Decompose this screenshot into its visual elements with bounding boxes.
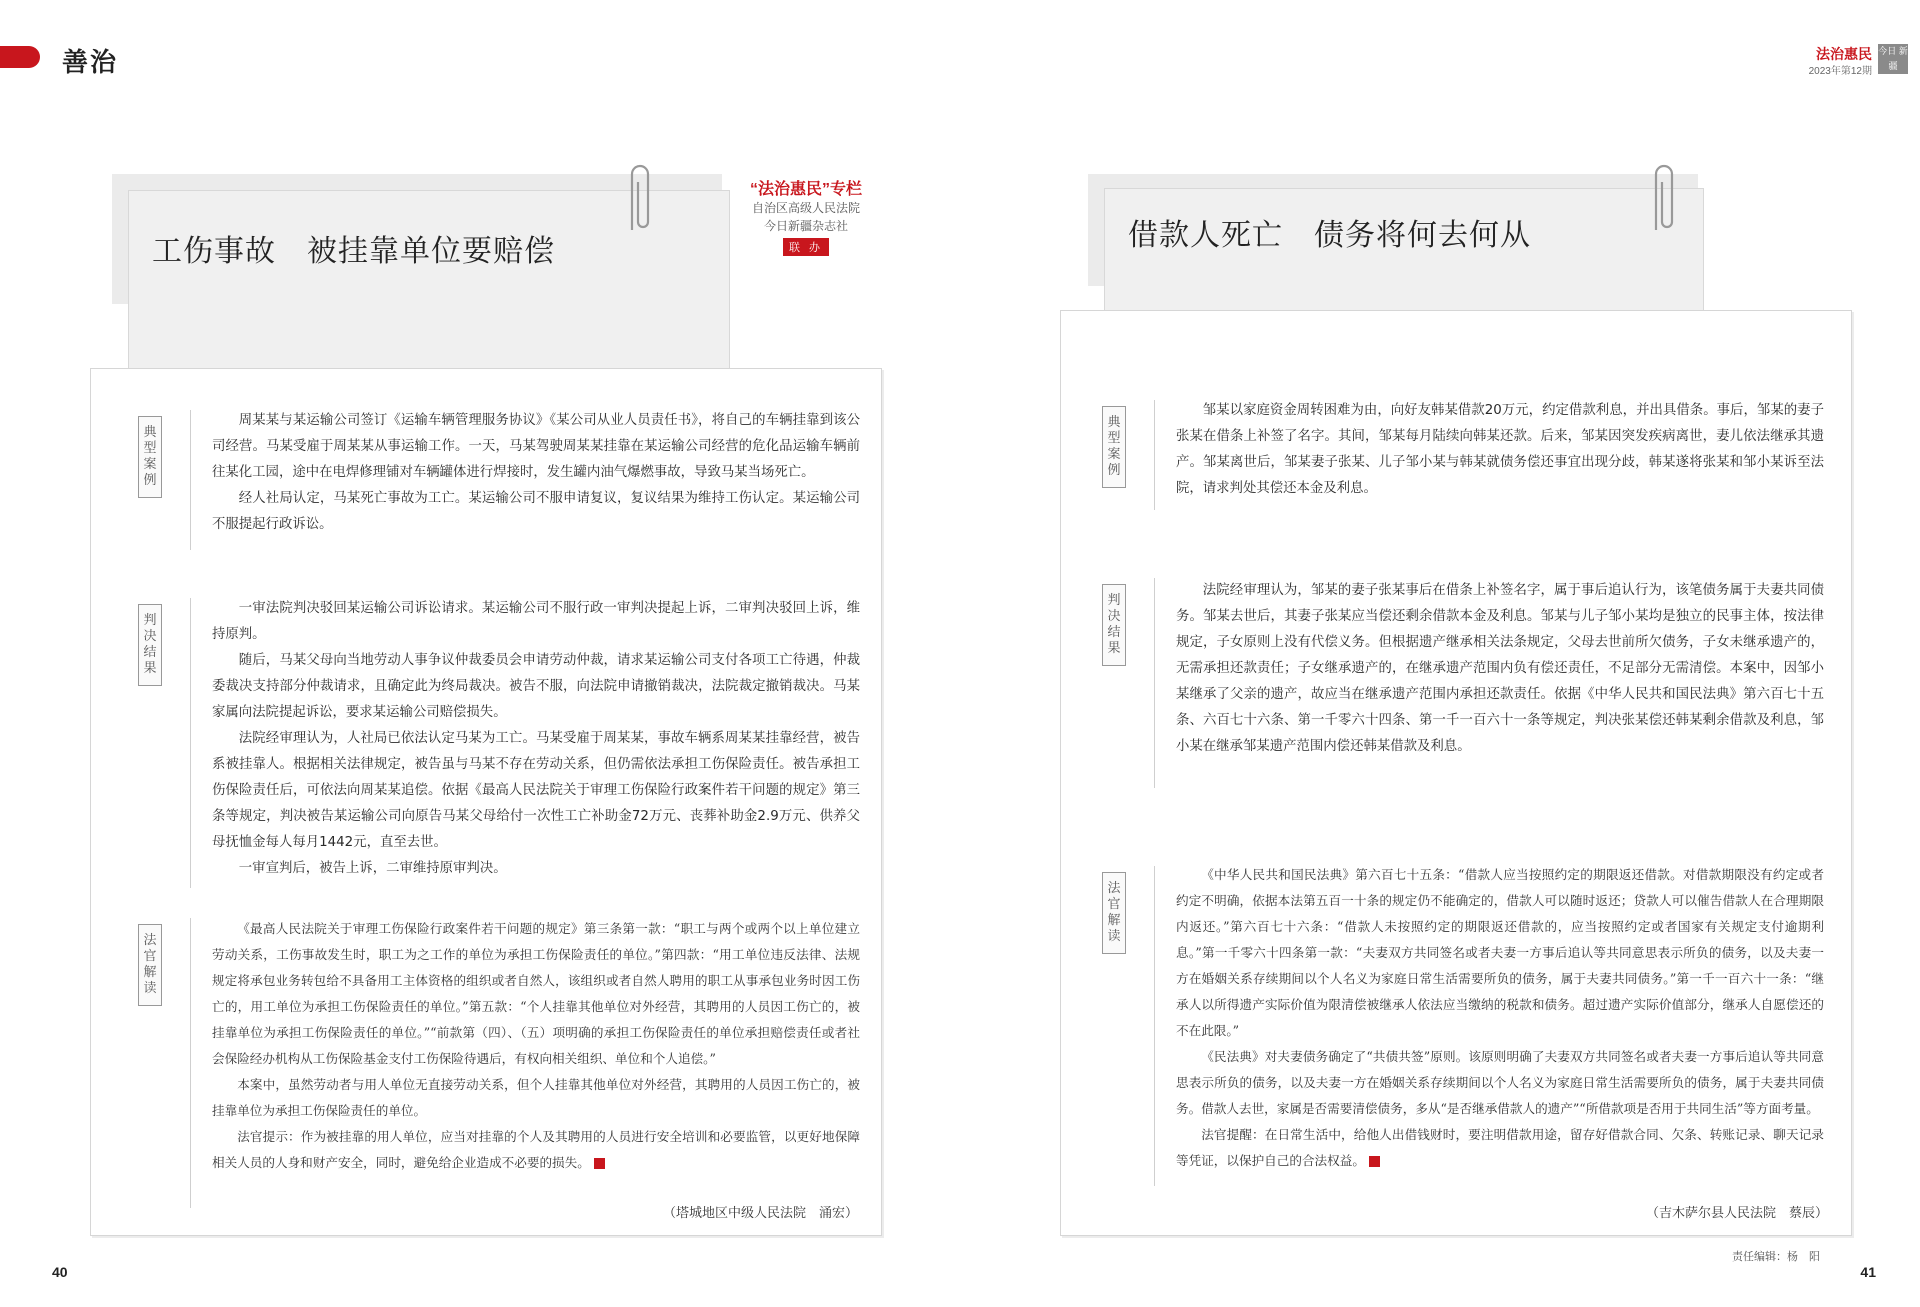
tag-judge-interpretation: 法 官 解 读 xyxy=(1102,872,1126,954)
tag-verdict: 判 决 结 果 xyxy=(1102,584,1126,666)
section-label: 善治 xyxy=(62,48,119,78)
divider-line xyxy=(1154,578,1155,788)
tag-judge-interpretation: 法 官 解 读 xyxy=(138,924,162,1006)
left-signature: （塔城地区中级人民法院 涌宏） xyxy=(662,1206,858,1221)
right-signature: （吉木萨尔县人民法院 蔡辰） xyxy=(1645,1206,1828,1221)
right-case-text: 邹某以家庭资金周转困难为由，向好友韩某借款20万元，约定借款利息，并出具借条。事后，邹某的妻子张某在借条上补签了名字。其间，邹某每月陆续向韩某还款。后来，邹某因突发疾病离世，妻儿依法继承其遗产。邹某离世后，邹某妻子张某、儿子邹小某与韩某就债务偿还事宜出现分歧，韩某遂将张某和邹小某诉至法院，请求判处其偿还本金及利息。 xyxy=(1176,403,1824,496)
right-article-title: 借款人死亡 债务将何去何从 xyxy=(1128,218,1531,253)
column-info xyxy=(736,176,876,256)
tag-typical-case: 典 型 案 例 xyxy=(138,416,162,498)
left-judge-text: 《最高人民法院关于审理工伤保险行政案件若干问题的规定》第三条第一款：“职工与两个或两个以上单位建立劳动关系，工伤事故发生时，职工为之工作的单位为承担工伤保险责任的单位。”第四款：“用工单位违反法律、法规规定将承包业务转包给不具备用工主体资格的组织或者自然人，该组织或者自然人聘用的职工从事承包业务时因工伤亡的，用工单位为承担工伤保险责任的单位。”第五款：“个人挂靠其他单位对外经营，其聘用的人员因工伤亡的，被挂靠单位为承担工伤保险责任的单位。”“前款第（四）、（五）项明确的承担工伤保险责任的单位承担赔偿责任或者社会保险经办机构从工伤保险基金支付工伤保险待遇后，有权向相关组织、单位和个人追偿。” 本案中，虽然劳动者与用人单位无直接劳动关系，但个人挂靠其他单位对外经营，其聘用的人员因工伤亡的，被挂靠单位为承担工伤保险责任的单位。 法官提示：作为被挂靠的用人单位，应当对挂靠的个人及其聘用的人员进行安全培训和必要监管，以更好地保障相关人员的人身和财产安全，同时，避免给企业造成不必要的损失。 xyxy=(212,921,860,1170)
page-number-right: 41 xyxy=(1860,1264,1876,1280)
left-case-text: 周某某与某运输公司签订《运输车辆管理服务协议》《某公司从业人员责任书》，将自己的车辆挂靠到该公司经营。马某受雇于周某某从事运输工作。一天，马某驾驶周某某挂靠在某运输公司经营的危化品运输车辆前往某化工园，途中在电焊修理铺对车辆罐体进行焊接时，发生罐内油气爆燃事故，导致马某当场死亡。 经人社局认定，马某死亡事故为工亡。某运输公司不服申请复议，复议结果为维持工伤认定。某运输公司不服提起行政诉讼。 xyxy=(212,413,860,532)
magazine-logo: 今日 新疆 xyxy=(1878,44,1908,74)
column-org-court: 自治区高级人民法院 xyxy=(751,201,860,215)
left-article-title: 工伤事故 被挂靠单位要赔偿 xyxy=(152,234,555,269)
divider-line xyxy=(190,410,191,550)
editor-credit: 责任编辑：杨 阳 xyxy=(1732,1251,1820,1263)
column-brand: “法治惠民”专栏 xyxy=(749,181,862,198)
divider-line xyxy=(1154,866,1155,1186)
left-verdict-text: 一审法院判决驳回某运输公司诉讼请求。某运输公司不服行政一审判决提起上诉，二审判决驳回上诉，维持原判。 随后，马某父母向当地劳动人事争议仲裁委员会申请劳动仲裁，请求某运输公司支付各项工亡待遇，仲裁委裁决支持部分仲裁请求，且确定此为终局裁决。被告不服，向法院申请撤销裁决，法院裁定撤销裁决。马某家属向法院提起诉讼，要求某运输公司赔偿损失。 法院经审理认为，人社局已依法认定马某为工亡。马某受雇于周某某，事故车辆系周某某挂靠经营，被告系被挂靠人。根据相关法律规定，被告虽与马某不存在劳动关系，但仍需依法承担工伤保险责任。被告承担工伤保险责任后，可依法向周某某追偿。依据《最高人民法院关于审理工伤保险行政案件若干问题的规定》第三条等规定，判决被告某运输公司向原告马某父母给付一次性工亡补助金72万元、丧葬补助金2.9万元、供养父母抚恤金每人每月1442元，直至去世。 一审宣判后，被告上诉，二审维持原审判决。 xyxy=(212,601,860,876)
tag-verdict: 判 决 结 果 xyxy=(138,604,162,686)
right-judge-text: 《中华人民共和国民法典》第六百七十五条：“借款人应当按照约定的期限返还借款。对借款期限没有约定或者约定不明确，依据本法第五百一十条的规定仍不能确定的，借款人可以随时返还；贷款人可以催告借款人在合理期限内返还。”第六百七十六条：“借款人未按照约定的期限返还借款的，应当按照约定或者国家有关规定支付逾期利息。”第一千零六十四条第一款：“夫妻双方共同签名或者夫妻一方事后追认等共同意思表示所负的债务，以及夫妻一方在婚姻关系存续期间以个人名义为家庭日常生活需要所负的债务，属于夫妻共同债务。”第一千一百六十一条：“继承人以所得遗产实际价值为限清偿被继承人依法应当缴纳的税款和债务。超过遗产实际价值部分，继承人自愿偿还的不在此限。” 《民法典》对夫妻债务确定了“共债共签”原则。该原则明确了夫妻双方共同签名或者夫妻一方事后追认等共同意思表示所负的债务，以及夫妻一方在婚姻关系存续期间以个人名义为家庭日常生活需要所负的债务，属于夫妻共同债务。借款人去世，家属是否需要清偿债务，多从“是否继承借款人的遗产”“所借款项是否用于共同生活”等方面考量。 法官提醒：在日常生活中，给他人出借钱财时，要注明借款用途，留存好借款合同、欠条、转账记录、聊天记录等凭证，以保护自己的合法权益。 xyxy=(1176,867,1824,1168)
divider-line xyxy=(1154,400,1155,510)
end-mark-icon xyxy=(594,1158,605,1169)
end-mark-icon xyxy=(1369,1156,1380,1167)
paperclip-icon xyxy=(622,160,658,240)
right-verdict-text: 法院经审理认为，邹某的妻子张某事后在借条上补签名字，属于事后追认行为，该笔债务属于夫妻共同债务。邹某去世后，其妻子张某应当偿还剩余借款本金及利息。邹某与儿子邹小某均是独立的民事主体，按法律规定，子女原则上没有代偿义务。但根据遗产继承相关法条规定，父母去世前所欠债务，子女未继承遗产的，无需承担还款责任；子女继承遗产的，在继承遗产范围内负有偿还责任，不足部分无需清偿。本案中，因邹小某继承了父亲的遗产，故应当在继承遗产范围内承担还款责任。依据《中华人民共和国民法典》第六百七十五条、六百七十六条、第一千零六十四条、第一千一百六十一条等规定，判决张某偿还韩某剩余借款及利息，邹小某在继承邹某遗产范围内偿还韩某借款及利息。 xyxy=(1176,583,1824,754)
column-org-magazine: 今日新疆杂志社 xyxy=(763,219,848,233)
divider-line xyxy=(190,598,191,888)
page-number-left: 40 xyxy=(52,1264,68,1280)
tag-typical-case: 典 型 案 例 xyxy=(1102,406,1126,488)
magazine-issue: 2023年第12期 xyxy=(1808,66,1872,77)
divider-line xyxy=(190,918,191,1208)
magazine-name: 法治惠民 xyxy=(1816,46,1872,62)
column-badge: 联 办 xyxy=(783,238,829,256)
paperclip-icon xyxy=(1646,160,1682,240)
section-tab-marker xyxy=(0,46,40,68)
